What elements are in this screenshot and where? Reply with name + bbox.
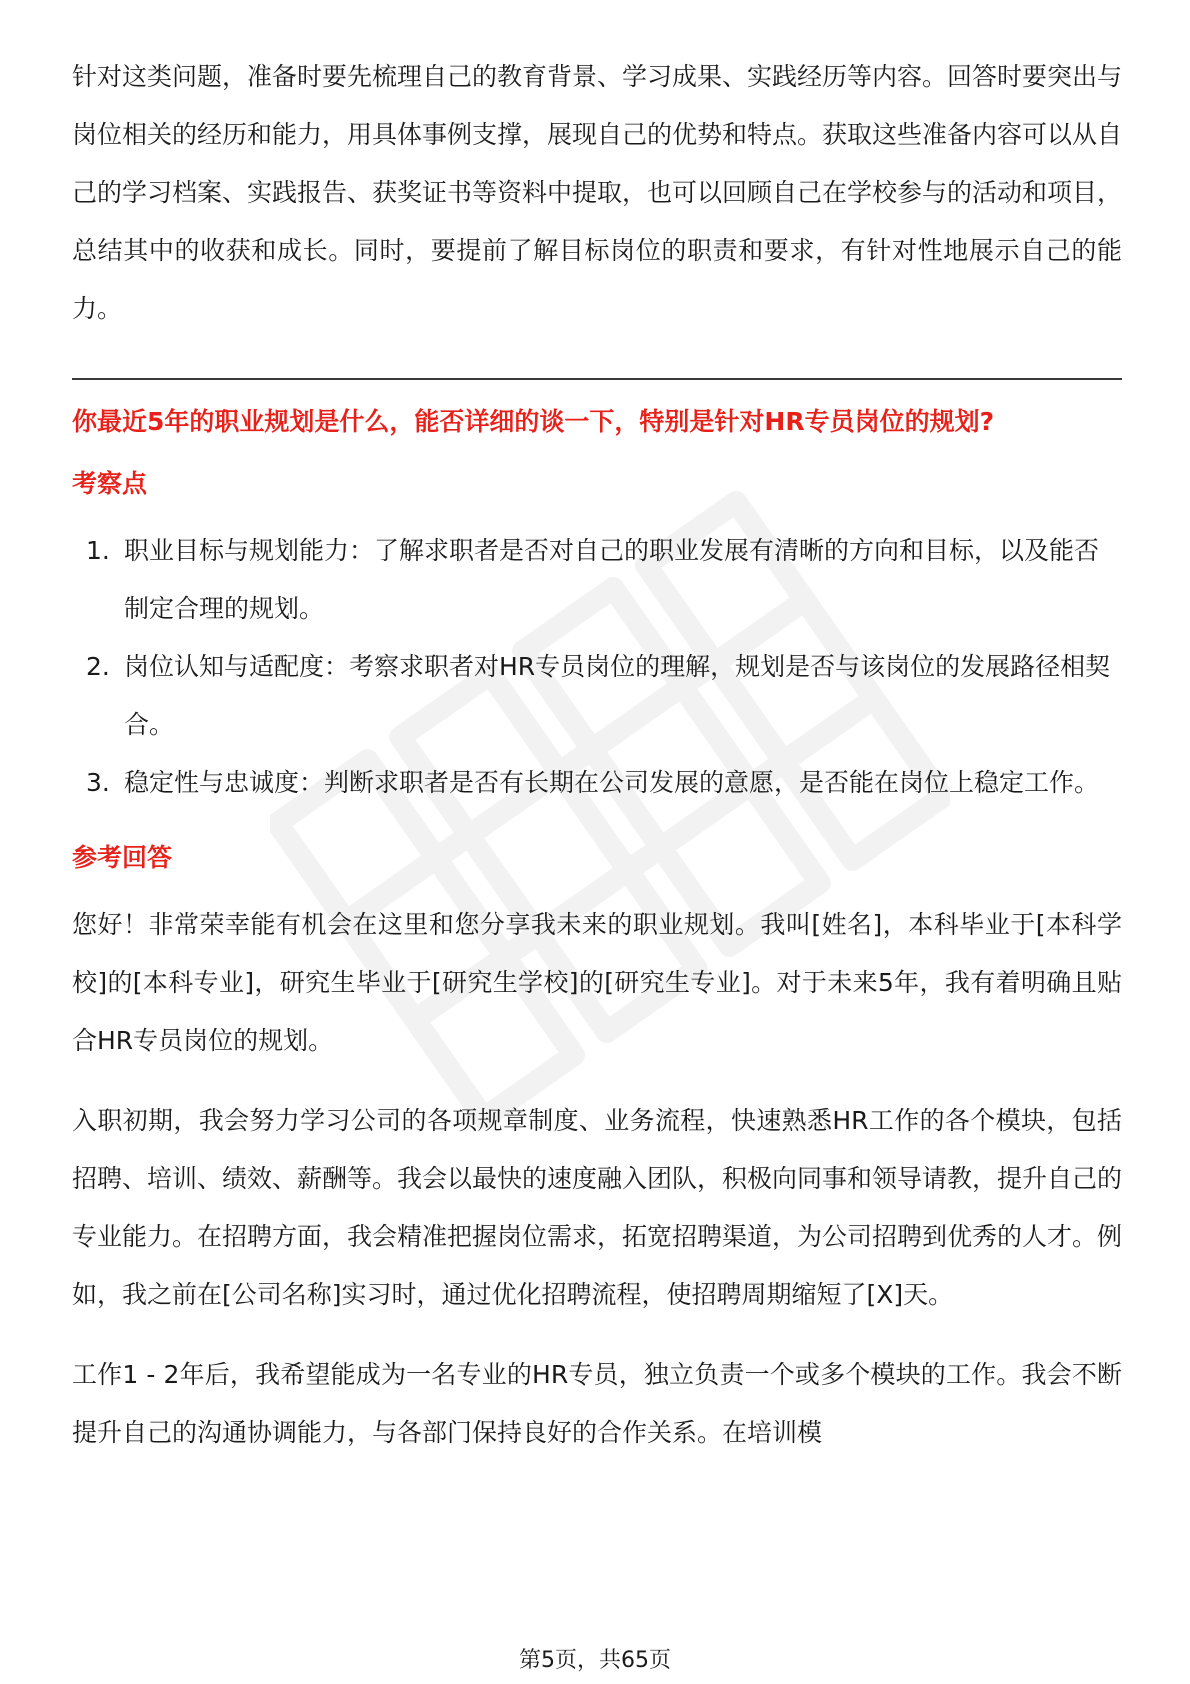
exam-points-list [72, 522, 1122, 812]
list-item-number: 3. [86, 768, 110, 797]
list-item [72, 754, 1122, 812]
answer-title: 参考回答 [72, 843, 173, 872]
exam-points-title: 考察点 [72, 469, 148, 498]
page-number-footer: 第5页，共65页 [519, 1648, 671, 1673]
list-item-text: 稳定性与忠诚度：判断求职者是否有长期在公司发展的意愿，是否能在岗位上稳定工作。 [124, 768, 1100, 797]
answer-paragraph: 您好！非常荣幸能有机会在这里和您分享我未来的职业规划。我叫[姓名]，本科毕业于[本科学校]的[本科专业]，研究生毕业于[研究生学校]的[研究生专业]。对于未来5年，我有着明确且贴合HR专员岗位的规划。 [72, 910, 1122, 1055]
question-heading: 你最近5年的职业规划是什么，能否详细的谈一下，特别是针对HR专员岗位的规划? [72, 407, 995, 436]
list-item-text: 职业目标与规划能力：了解求职者是否对自己的职业发展有清晰的方向和目标，以及能否制定合理的规划。 [124, 536, 1100, 623]
list-item-number: 1. [86, 536, 110, 565]
main-content [72, 48, 1122, 1484]
answer-paragraph: 入职初期，我会努力学习公司的各项规章制度、业务流程，快速熟悉HR工作的各个模块，包括招聘、培训、绩效、薪酬等。我会以最快的速度融入团队，积极向同事和领导请教，提升自己的专业能力。在招聘方面，我会精准把握岗位需求，拓宽招聘渠道，为公司招聘到优秀的人才。例如，我之前在[公司名称]实习时，通过优化招聘流程，使招聘周期缩短了[X]天。 [72, 1106, 1123, 1309]
list-item [72, 638, 1122, 754]
list-item-number: 2. [86, 652, 110, 681]
answer-paragraph: 工作1 - 2年后，我希望能成为一名专业的HR专员，独立负责一个或多个模块的工作。我会不断提升自己的沟通协调能力，与各部门保持良好的合作关系。在培训模 [72, 1360, 1122, 1447]
section-divider [72, 378, 1122, 380]
answer-body [72, 896, 1122, 1462]
list-item [72, 522, 1122, 638]
intro-paragraph: 针对这类问题，准备时要先梳理自己的教育背景、学习成果、实践经历等内容。回答时要突出与岗位相关的经历和能力，用具体事例支撑，展现自己的优势和特点。获取这些准备内容可以从自己的学习档案、实践报告、获奖证书等资料中提取，也可以回顾自己在学校参与的活动和项目，总结其中的收获和成长。同时，要提前了解目标岗位的职责和要求，有针对性地展示自己的能力。 [72, 62, 1123, 323]
list-item-text: 岗位认知与适配度：考察求职者对HR专员岗位的理解，规划是否与该岗位的发展路径相契合。 [124, 652, 1111, 739]
